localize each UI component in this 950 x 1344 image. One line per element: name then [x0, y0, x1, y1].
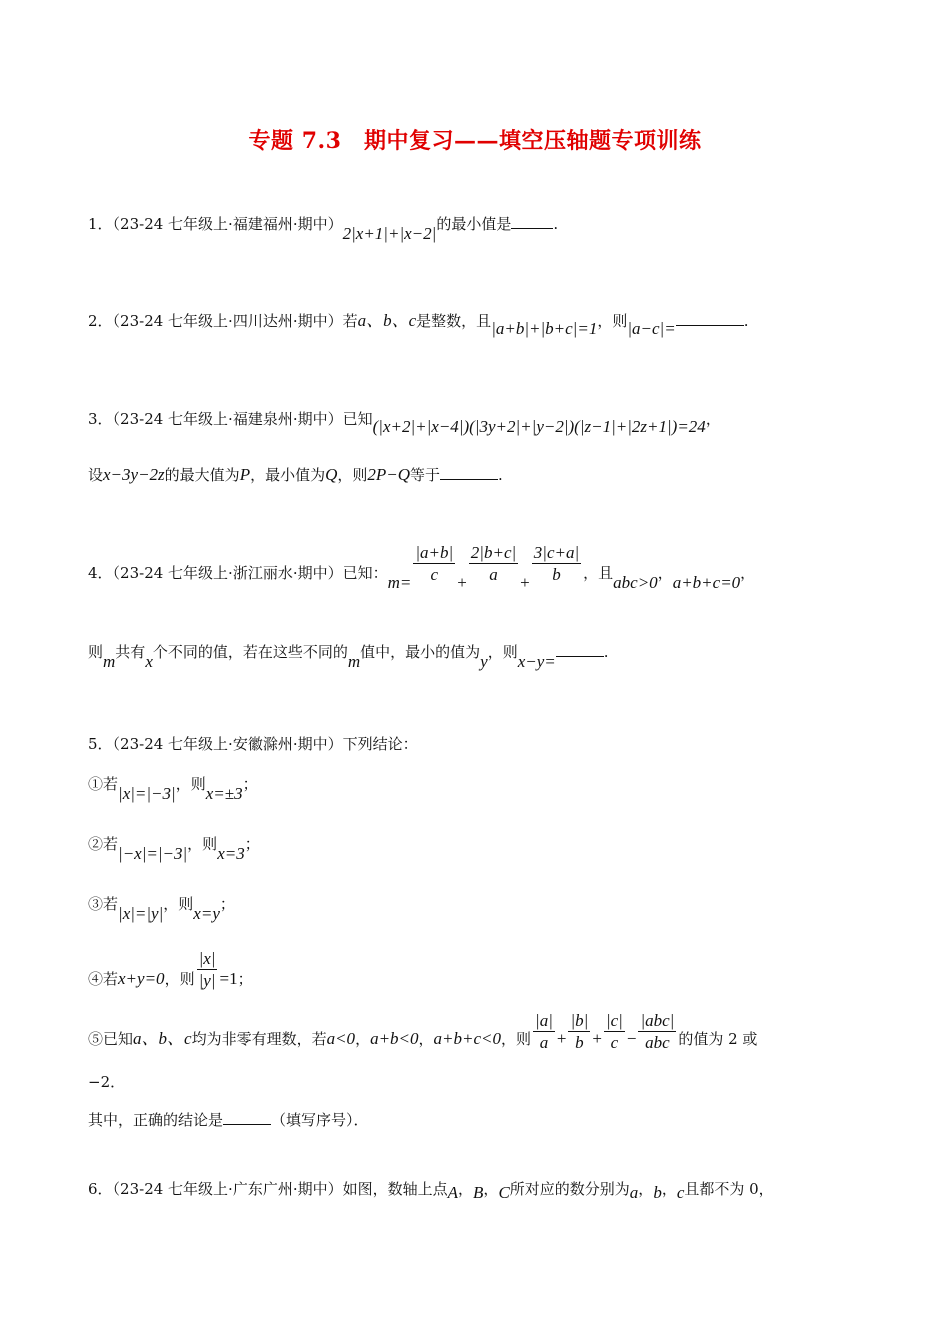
- q2-number: 2．: [88, 312, 113, 330]
- q3-number: 3．: [88, 410, 113, 428]
- q2-answer-blank[interactable]: [676, 313, 744, 326]
- page-title: 专题 7.3 期中复习——填空压轴题专项训练: [248, 128, 702, 154]
- q1-number: 1．: [88, 215, 113, 233]
- q4-condition-2: a+b+c=0: [672, 572, 741, 592]
- q4-condition-1: abc>0: [613, 572, 658, 592]
- question-5: 5．（23-24 七年级上·安徽滁州·期中）下列结论：: [88, 735, 418, 753]
- q5-statement-1: ①若|x|=|−3|，则x=±3；: [88, 775, 258, 803]
- q3-expression-2: 2P−Q: [367, 465, 411, 484]
- q3-expression: x−3y−2z: [103, 465, 165, 484]
- q5-source: （23-24 七年级上·安徽滁州·期中）: [112, 735, 343, 753]
- q5-s5-fraction-c: $\frac{|c|}{c}$: [605, 1011, 623, 1052]
- q6-source: （23-24 七年级上·广东广州·期中）: [112, 1180, 343, 1198]
- q5-s5-fraction-b: $\frac{|b|}{b}$: [570, 1011, 589, 1052]
- question-4-line-1: 4．（23-24 七年级上·浙江丽水·期中）已知：m= $\frac{|a+b|}{c}$ + $\frac{2|b+c|}{a}$ + $\frac{3|c+a|}{b}$ ，且abc>0，a+b+c=0，: [88, 543, 756, 592]
- q4-fraction-1: $\frac{|a+b|}{c}$: [415, 543, 454, 584]
- q5-statement-3: ③若|x|=|y|，则x=y；: [88, 895, 235, 923]
- q5-conclusion: 其中，正确的结论是 （填写序号）．: [88, 1111, 369, 1129]
- q4-answer-blank[interactable]: [556, 644, 604, 657]
- q5-statement-2: ②若|−x|=|−3|，则x=3；: [88, 835, 260, 863]
- q5-answer-blank[interactable]: [223, 1112, 271, 1125]
- q4-number: 4．: [88, 563, 113, 582]
- q2-vars: a、b、c: [357, 311, 417, 330]
- question-1: 1．（23-24 七年级上·福建福州·期中）2|x+1|+|x−2|的最小值是 .: [88, 215, 559, 243]
- q2-condition: |a+b|+|b+c|=1: [491, 319, 598, 338]
- q4-source: （23-24 七年级上·浙江丽水·期中）: [112, 563, 343, 582]
- question-6: 6．（23-24 七年级上·广东广州·期中）如图，数轴上点A，B，C所对应的数分别为a，b，c且都不为 0，: [88, 1180, 774, 1202]
- q2-question: |a−c|=: [627, 319, 676, 338]
- q5-s4-fraction: $\frac{|x|}{|y|}$: [198, 949, 216, 990]
- question-4-line-2: 则m共有x个不同的值，若在这些不同的m值中，最小的值为y，则x−y= .: [88, 643, 609, 671]
- q3-source: （23-24 七年级上·福建泉州·期中）: [112, 410, 343, 428]
- q1-expression: 2|x+1|+|x−2|: [342, 224, 437, 243]
- q1-answer-blank[interactable]: [511, 216, 553, 229]
- q6-number: 6．: [88, 1180, 113, 1198]
- q5-s5-fraction-a: $\frac{|a|}{a}$: [535, 1011, 553, 1052]
- q4-fraction-3: $\frac{3|c+a|}{b}$: [533, 543, 580, 584]
- question-2: 2．（23-24 七年级上·四川达州·期中）若a、b、c是整数，且|a+b|+|b+c|=1，则|a−c|= .: [88, 311, 749, 338]
- q5-s5-fraction-abc: $\frac{\text{|abc|}}{\text{abc}}$: [640, 1011, 675, 1052]
- q1-source: （23-24 七年级上·福建福州·期中）: [112, 215, 343, 233]
- q5-statement-5: ⑤已知a、b、c均为非零有理数，若a<0，a+b<0，a+b+c<0，则 $\frac{|a|}{a}$ + $\frac{|b|}{b}$ + $\frac{|c|}{c}$ − $\frac{\text{|abc|}}{\text{abc}}$ 的值为 2 或: [88, 1011, 758, 1052]
- q4-question: x−y=: [517, 652, 556, 671]
- q5-statement-5-cont: −2．: [88, 1073, 126, 1091]
- q5-number: 5．: [88, 735, 113, 753]
- q3-answer-blank[interactable]: [440, 467, 498, 480]
- q3-condition: (|x+2|+|x−4|)(|3y+2|+|y−2|)(|z−1|+|2z+1|)=24: [372, 417, 706, 436]
- q4-fraction-2: $\frac{2|b+c|}{a}$: [470, 543, 517, 584]
- question-3-line-2: 设x−3y−2z的最大值为P，最小值为Q，则2P−Q等于 .: [88, 465, 503, 484]
- question-3-line-1: 3．（23-24 七年级上·福建泉州·期中）已知(|x+2|+|x−4|)(|3y+2|+|y−2|)(|z−1|+|2z+1|)=24，: [88, 410, 721, 436]
- q1-text: 的最小值是: [436, 215, 512, 233]
- q5-statement-4: ④若x+y=0，则 $\frac{|x|}{|y|}$ =1；: [88, 949, 253, 990]
- q2-source: （23-24 七年级上·四川达州·期中）: [112, 312, 343, 330]
